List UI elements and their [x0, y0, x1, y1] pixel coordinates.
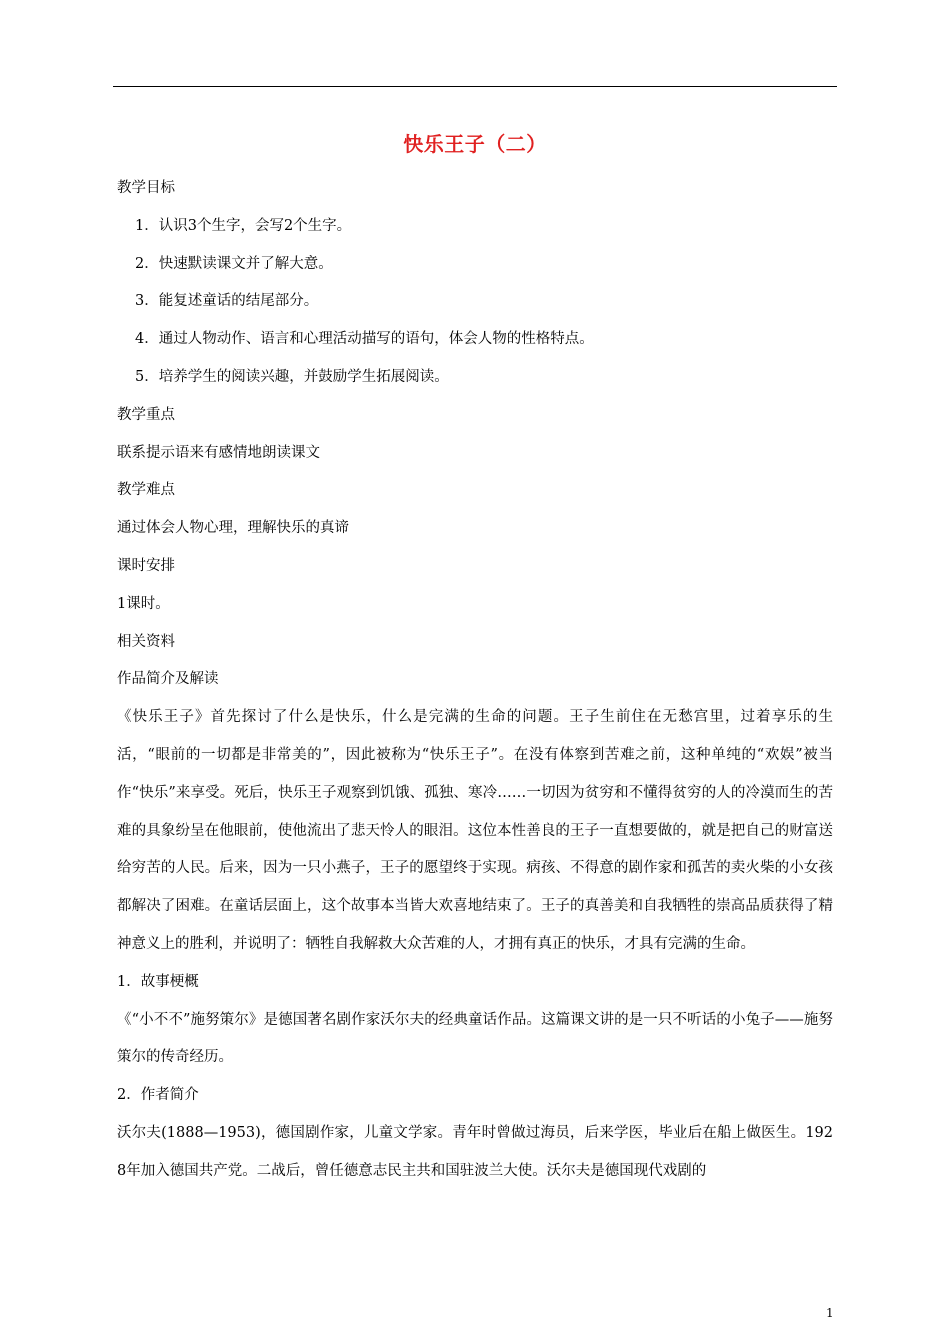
objective-item: 1．认识3个生字，会写2个生字。 — [135, 217, 352, 234]
key-point-text: 联系提示语来有感情地朗读课文 — [117, 444, 320, 461]
objectives-heading: 教学目标 — [117, 180, 175, 196]
objective-item: 3．能复述童话的结尾部分。 — [135, 293, 319, 310]
header-rule — [113, 86, 837, 87]
objective-item: 2．快速默读课文并了解大意。 — [135, 255, 333, 272]
difficulty-text: 通过体会人物心理，理解快乐的真谛 — [117, 520, 349, 537]
author-paragraph: 沃尔夫(1888—1953)，德国剧作家，儿童文学家。青年时曾做过海员，后来学医，毕业后在船上做医生。1928年加入德国共产党。二战后，曾任德意志民主共和国驻波兰大使。沃尔夫是德国现代戏剧的 — [117, 1124, 833, 1179]
document-body — [117, 170, 833, 1191]
page-number: 1 — [826, 1306, 834, 1320]
author-heading: 2．作者简介 — [117, 1087, 199, 1104]
materials-heading: 相关资料 — [117, 633, 175, 650]
story-paragraph: 《“小不不”施努策尔》是德国著名剧作家沃尔夫的经典童话作品。这篇课文讲的是一只不听话的小兔子——施努策尔的传奇经历。 — [117, 1011, 833, 1066]
objective-item: 5．培养学生的阅读兴趣，并鼓励学生拓展阅读。 — [135, 368, 449, 385]
difficulty-heading: 教学难点 — [117, 482, 175, 499]
document-title: 快乐王子（二） — [403, 132, 547, 156]
intro-heading: 作品简介及解读 — [117, 671, 219, 688]
key-point-heading: 教学重点 — [117, 406, 175, 423]
story-heading: 1．故事梗概 — [117, 973, 199, 990]
objective-item: 4．通过人物动作、语言和心理活动描写的语句，体会人物的性格特点。 — [135, 331, 594, 348]
schedule-heading: 课时安排 — [117, 557, 175, 574]
schedule-text: 1课时。 — [117, 595, 170, 612]
intro-paragraph: 《快乐王子》首先探讨了什么是快乐，什么是完满的生命的问题。王子生前住在无愁宫里，过着享乐的生活，“眼前的一切都是非常美的”，因此被称为“快乐王子”。在没有体察到苦难之前，这种单纯的“欢娱”被当作“快乐”来享受。死后，快乐王子观察到饥饿、孤独、寒冷……一切因为贫穷和不懂得贫穷的人的冷漠而生的苦难的具象纷呈在他眼前，使他流出了悲天怜人的眼泪。这位本性善良的王子一直想要做的，就是把自己的财富送给穷苦的人民。后来，因为一只小燕子，王子的愿望终于实现。病孩、不得意的剧作家和孤苦的卖火柴的小女孩都解决了困难。在童话层面上，这个故事本当皆大欢喜地结束了。王子的真善美和自我牺牲的崇高品质获得了精神意义上的胜利，并说明了：牺牲自我解救大众苦难的人，才拥有真正的快乐，才具有完满的生命。 — [117, 709, 833, 952]
